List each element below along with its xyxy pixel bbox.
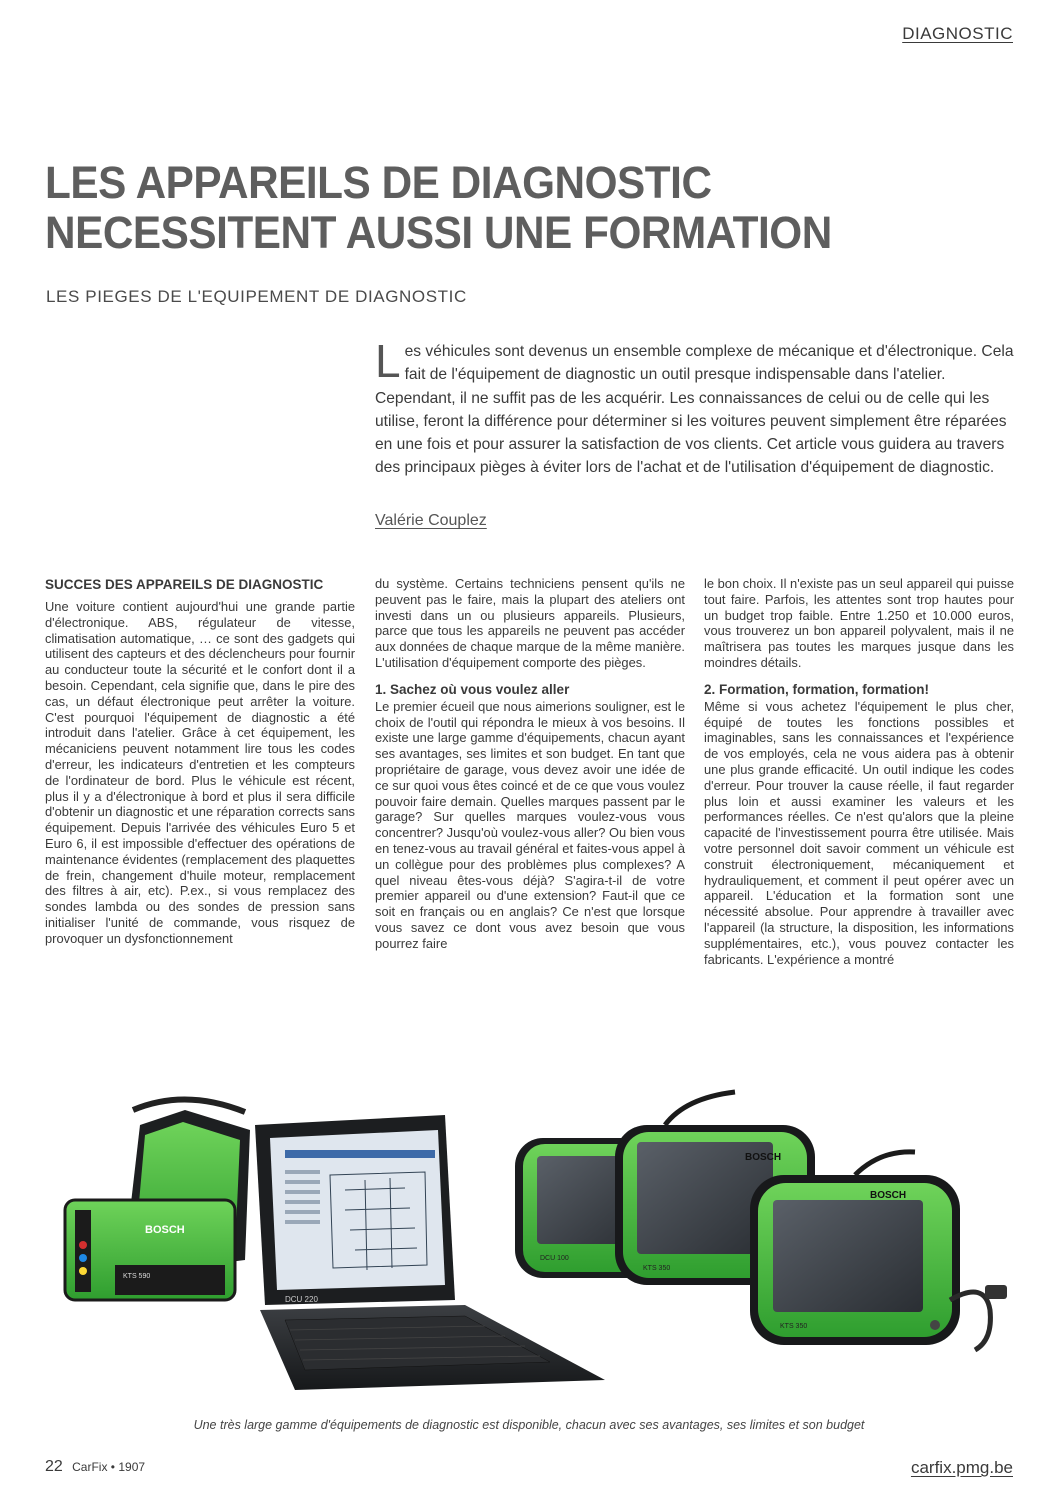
module-brand: BOSCH [145,1224,185,1236]
diagnostic-equipment-photo [45,1080,1013,1410]
title-line-2: NECESSITENT AUSSI UNE FORMATION [45,207,832,258]
vci-module [65,1200,235,1300]
author-link[interactable]: Valérie Couplez [375,512,487,529]
footer-url-link[interactable]: carfix.pmg.be [910,1458,1013,1477]
col3-text-b: Même si vous achetez l'équipement le plus cher, équipé de toutes les fonctions possibles et imaginables, sans les connaissances et l'expérience de vos employés, cela ne vous aidera pas à obtenir une plus grande efficacité. Un outil indique les codes d'erreur. Pour trouver la cause réelle, il faut regarder plus loin et aussi examiner les valeurs et les performances réelles. Ce n'est qu'alors que la pleine capacité de l'investissement pourra être utilisée. Mais votre personnel doit savoir comment un véhicule est construit électroniquement, mécaniquement et hydrauliquement, et comment il peut opérer avec un appareil. L'éducation et la formation sont une nécessité absolue. Pour apprendre à travailler avec l'appareil (la structure, la disposition, les informations supplémentaires, etc.), vous pouvez contacter les fabricants. L'expérience a montré [704,698,1014,967]
tablet-kts350-front [750,1152,1007,1350]
tablet2-brand: BOSCH [745,1152,782,1163]
section-tag[interactable]: DIAGNOSTIC [902,24,1013,43]
tablet2-label: KTS 350 [643,1265,671,1272]
tablet3-brand: BOSCH [870,1190,907,1201]
column-2 [375,576,685,952]
col3-text-a: le bon choix. Il n'existe pas un seul appareil qui puisse tout faire. Parfois, les attentes sont trop hautes pour un budget trop faible. Entre 1.250 et 10.000 euros, vous trouverez un bon appareil polyvalent, mais il ne maîtrisera pas toutes les marques jusque dans les moindres détails. [704,576,1014,670]
col3-heading: 2. Formation, formation, formation! [704,681,929,697]
tablet3-label: KTS 350 [780,1323,808,1330]
publication-name: CarFix • 1907 [72,1460,146,1474]
drop-cap: L [375,335,401,387]
tablet1-label: DCU 100 [540,1255,569,1262]
col2-heading: 1. Sachez où vous voulez aller [375,681,570,697]
title-line-1: LES APPAREILS DE DIAGNOSTIC [45,157,712,208]
col1-text: Une voiture contient aujourd'hui une grande partie d'électronique. ABS, régulateur de vitesse, climatisation automatique, … ce sont des gadgets qui utilisent des capteurs et des déclencheurs pour fournir au conducteur toute la sécurité et le confort dont il a besoin. Cependant, cela signifie que, dans le pire des cas, un défaut électronique peut arrêter la voiture. C'est pourquoi l'équipement de diagnostic a été introduit dans l'atelier. Grâce à cet équipement, les mécaniciens peuvent notamment lire tous les codes d'erreur, les indicateurs d'entretien et les compteurs de l'ordinateur de bord. Plus le véhicule est récent, plus il y a d'électronique à bord et plus il sera difficile d'obtenir un diagnostic et une réparation corrects sans équipement. Depuis l'arrivée des véhicules Euro 5 et Euro 6, il est impossible d'effectuer des opérations de maintenance évidentes (remplacement des plaquettes de frein, changement d'huile moteur, remplacement des filtres à air, etc). P.ex., si vous remplacez des sondes lambda ou des sondes de pression sans initialiser l'unité de commande, vous risquez de provoquer un dysfonctionnement [45,599,355,946]
article-subtitle: LES PIEGES DE L'EQUIPEMENT DE DIAGNOSTIC [46,287,467,306]
col2-text-a: du système. Certains techniciens pensent qu'ils ne peuvent pas le faire, mais la plupart des ateliers ont investi dans un ou plusieurs appareils. Plusieurs, parce que tous les appareils ne peuvent pas accéder aux données de chaque marque de la même manière. L'utilisation d'équipement comporte des pièges. [375,576,685,670]
column-1 [45,576,355,947]
col1-heading: SUCCES DES APPAREILS DE DIAGNOSTIC [45,577,324,592]
photo-caption: Une très large gamme d'équipements de diagnostic est disponible, chacun avec ses avantages, ses limites et son budget [193,1418,865,1432]
column-3 [704,576,1014,967]
page-number: 22 [45,1458,63,1475]
article-title [45,158,947,258]
intro-text: es véhicules sont devenus un ensemble complexe de mécanique et d'électronique. Cela fait de l'équipement de diagnostic un outil presque indispensable dans l'atelier. Cependant, il ne suffit pas de les acquérir. Les connaissances de celui ou de celle qui les utilise, feront la différence pour déterminer si les voitures peuvent simplement être réparées en une fois et pour assurer la satisfaction de vos clients. Cet article vous guidera au travers des principaux pièges à éviter lors de l'achat et de l'utilisation d'équipement de diagnostic. [375,343,1014,477]
module-label: KTS 590 [123,1273,151,1280]
intro-paragraph [375,335,1015,480]
laptop-label: DCU 220 [285,1295,318,1304]
footer-left [45,1458,145,1476]
col2-text-b: Le premier écueil que nous aimerions souligner, est le choix de l'outil qui répondra le mieux à vos besoins. Il existe une large gamme d'équipements, chacun ayant ses avantages, ses limites et son budget. En tant que propriétaire de garage, vous devez avoir une idée de ce sur quoi vous êtes coincé et de ce que vous voulez pouvoir faire demain. Quelles marques passent par le garage? Sur quelles marques voulez-vous vous concentrer? Jusqu'où voulez-vous aller? Ou bien vous en tenez-vous au travail général et faites-vous appel à un collègue pour des problèmes plus complexes? A quel niveau êtes-vous déjà? S'agira-t-il de votre premier appareil ou d'une extension? Faut-il que ce soit en français ou en anglais? Ce n'est que lorsque vous savez ce dont vous avez besoin que vous pourrez faire [375,698,685,951]
